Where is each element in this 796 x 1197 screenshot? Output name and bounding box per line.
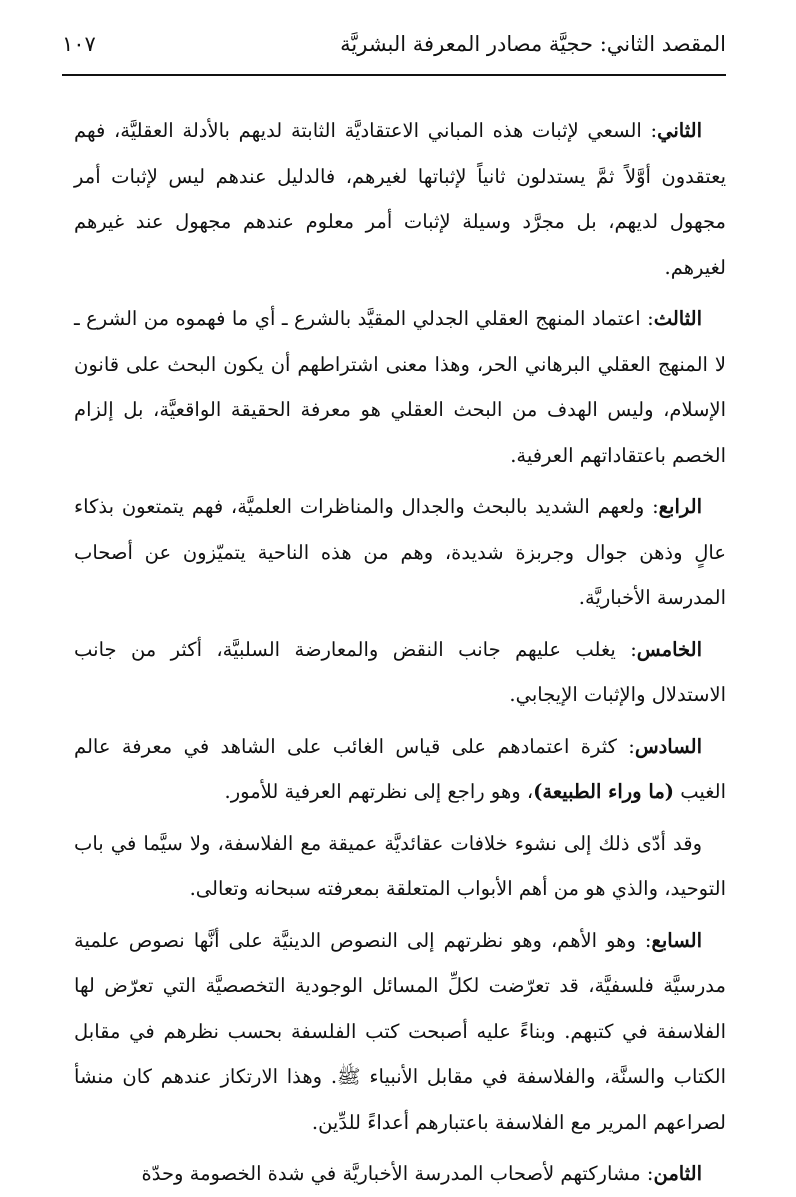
paragraph-lead: الثاني [657,119,702,142]
page-number: ١٠٧ [62,32,96,56]
header-title: المقصد الثاني: حجيَّة مصادر المعرفة البشريَّة [340,32,726,56]
paragraph-fifth [74,627,726,718]
paragraph-text: : يغلب عليهم جانب النقض والمعارضة السلبيَّة، أكثر من جانب الاستدلال والإثبات الإيجابي. [74,637,726,706]
paragraph-text: : مشاركتهم لأصحاب المدرسة الأخباريَّة في شدة الخصومة وحدّة [141,1162,654,1185]
paragraph-seventh [74,918,726,1146]
paragraph-third [74,296,726,478]
paragraph-text-continued: ، وهو راجع إلى نظرتهم العرفية للأمور. [224,780,534,803]
paragraph-lead: الخامس [636,637,702,661]
paragraph-fourth [74,484,726,621]
paragraph-sixth [74,724,726,815]
body-text [74,108,726,1197]
emphasized-term: (ما وراء الطبيعة) [533,780,674,803]
paragraph-text: : وهو الأهم، وهو نظرتهم إلى النصوص الدينيَّة على أنَّها نصوص علمية مدرسيَّة فلسفيَّة، قد تعرّضت لكلِّ المسائل الوجودية التخصصيَّة التي تعرّض لها الفلاسفة في كتبهم. وبناءً عليه أصبحت كتب الفلسفة بحسب نظرهم في مقابل الكتاب والسنَّة، والفلاسفة في مقابل الأنبياء ﷺ. وهذا الارتكاز عندهم كان منشأ لصراعهم المرير مع الفلاسفة باعتبارهم أعداءً للدِّين. [74,928,726,1134]
paragraph-consequence [74,821,726,912]
paragraph-lead: السابع [651,928,702,952]
paragraph-text: : ولعهم الشديد بالبحث والجدال والمناظرات العلميَّة، فهم يتمتعون بذكاء عالٍ وذهن جوال وجربزة شديدة، وهم من هذه الناحية يتميّزون عن أصحاب المدرسة الأخباريَّة. [74,495,726,609]
paragraph-eighth [74,1151,726,1197]
paragraph-text: : كثرة اعتمادهم على قياس الغائب على الشاهد في معرفة عالم الغيب [74,734,726,803]
paragraph-text: : اعتماد المنهج العقلي الجدلي المقيَّد بالشرع ـ أي ما فهموه من الشرع ـ لا المنهج العقلي البرهاني الحر، وهذا معنى اشتراطهم أن يكون البحث على قانون الإسلام، وليس الهدف من البحث العقلي هو معرفة الحقيقة الواقعيَّة، بل إلزام الخصم باعتقاداتهم العرفية. [74,307,726,467]
paragraph-lead: الثامن [653,1162,702,1185]
paragraph-lead: الرابع [658,495,702,518]
paragraph-second [74,108,726,290]
paragraph-text: وقد أدّى ذلك إلى نشوء خلافات عقائديَّة عميقة مع الفلاسفة، ولا سيَّما في باب التوحيد، والذي هو من أهم الأبواب المتعلقة بمعرفته سبحانه وتعالى. [74,831,726,900]
header-divider [62,74,726,76]
running-header [62,28,726,68]
paragraph-text: : السعي لإثبات هذه المباني الاعتقاديَّة الثابتة لديهم بالأدلة العقليَّة، فهم يعتقدون أوَّلاً ثمَّ يستدلون ثانياً لإثباتها لغيرهم، فالدليل عندهم ليس لإثبات أمر مجهول لديهم، بل مجرَّد وسيلة لإثبات أمر معلوم عندهم مجهول عند غيرهم لغيرهم. [74,119,726,279]
paragraph-lead: الثالث [653,307,702,330]
paragraph-lead: السادس [634,734,702,758]
